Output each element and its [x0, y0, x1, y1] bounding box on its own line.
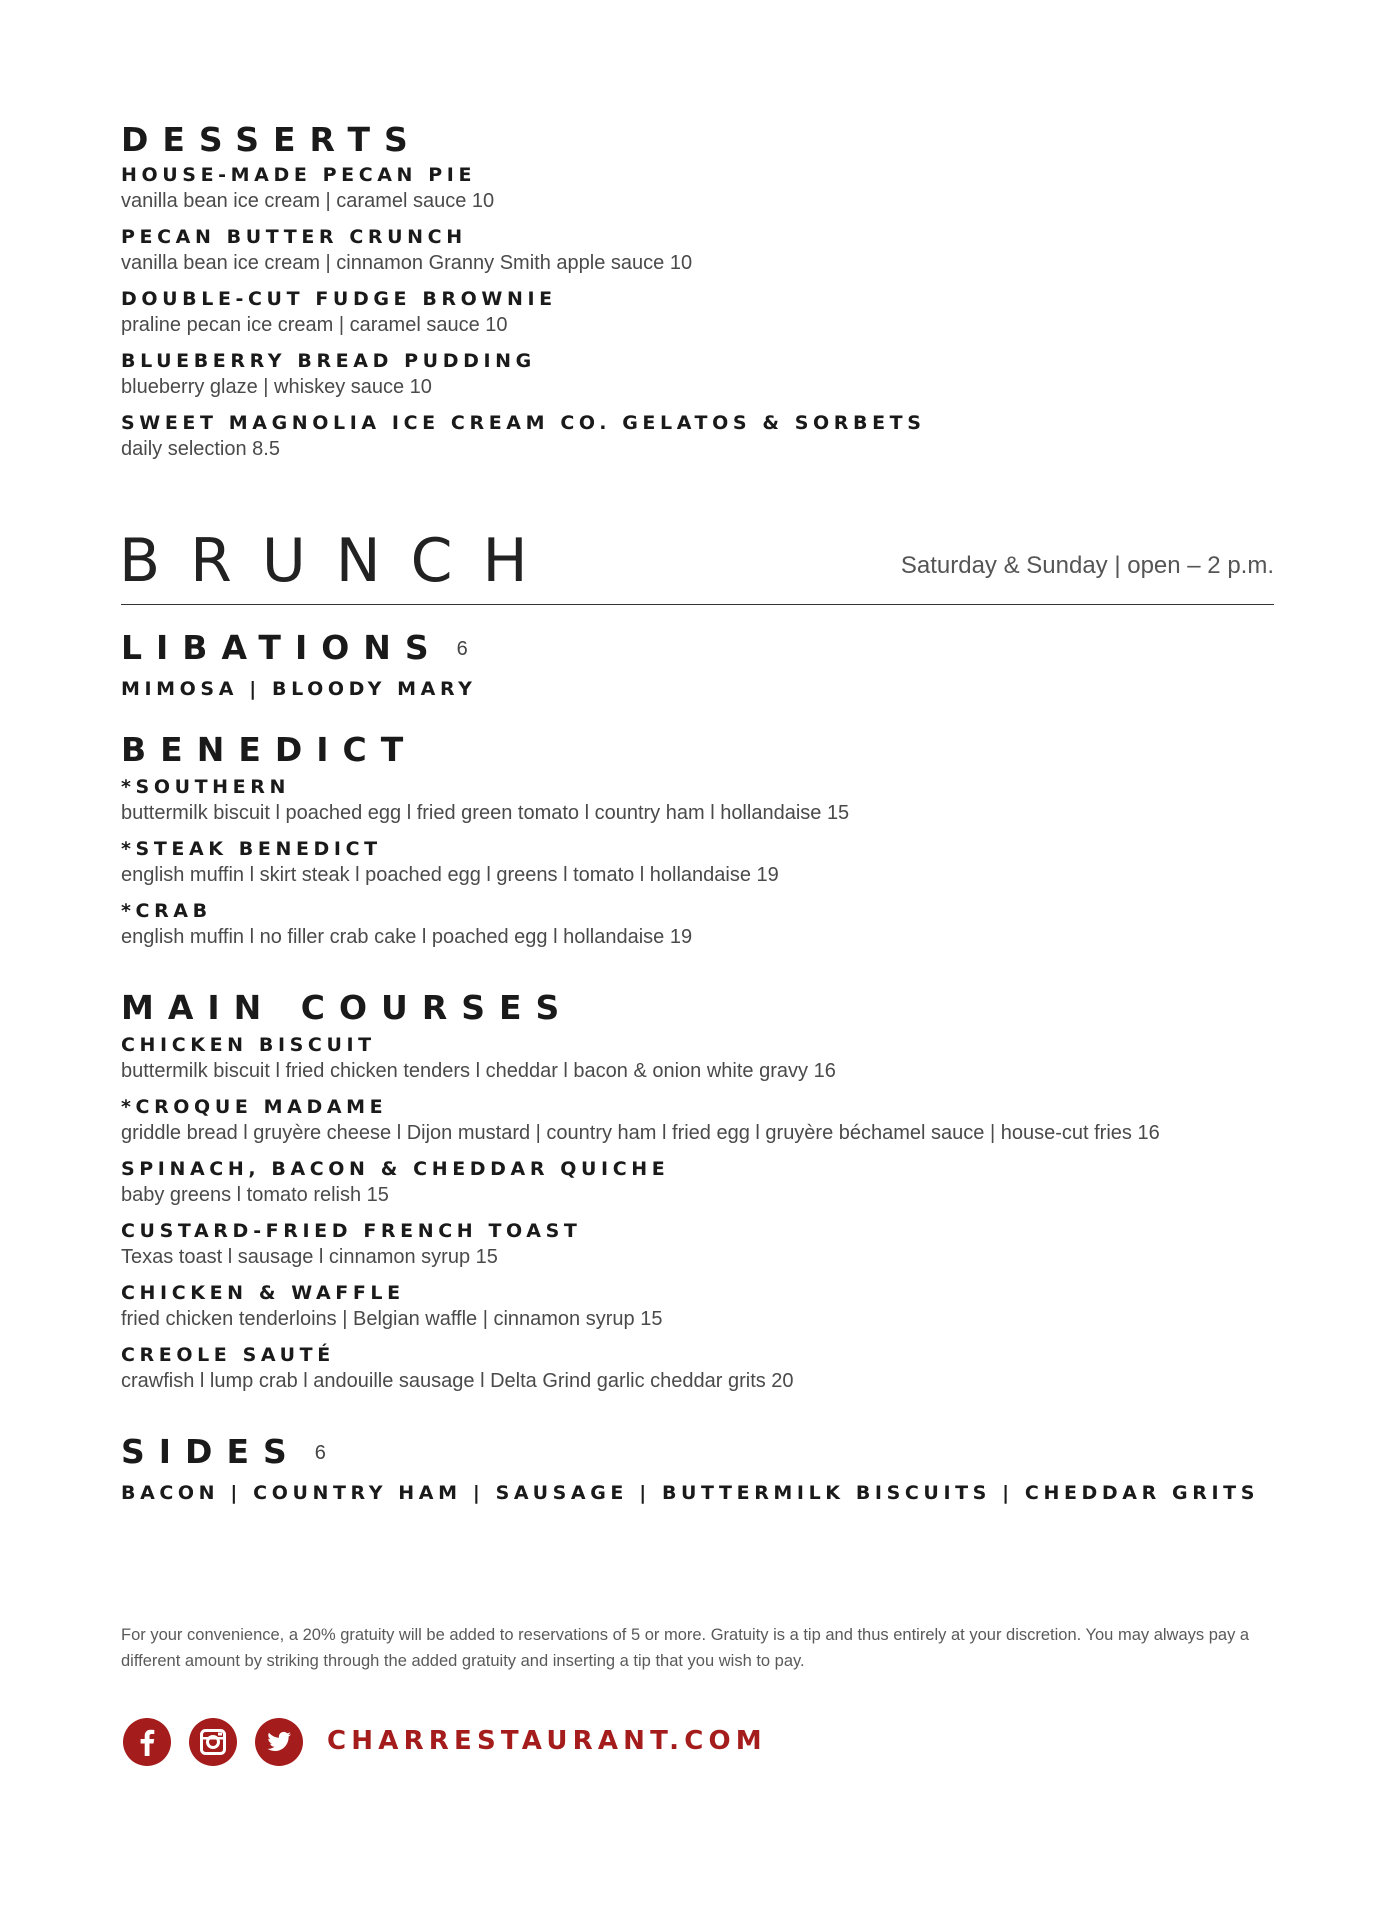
menu-item [121, 224, 926, 276]
item-name: PECAN BUTTER CRUNCH [121, 226, 467, 248]
menu-item [121, 1032, 1160, 1084]
benedict-title: BENEDICT [121, 730, 418, 769]
menu-item [121, 286, 926, 338]
item-name: *SOUTHERN [121, 776, 290, 798]
social-bar [121, 1718, 1121, 1768]
item-name: SPINACH, BACON & CHEDDAR QUICHE [121, 1158, 670, 1180]
desserts-title: DESSERTS [121, 120, 422, 159]
sides-list: BACON | COUNTRY HAM | SAUSAGE | BUTTERMILK BISCUITS | CHEDDAR GRITS [121, 1482, 1259, 1504]
main-courses-title: MAIN COURSES [121, 988, 574, 1027]
benedict-section [121, 730, 849, 950]
item-name: BLUEBERRY BREAD PUDDING [121, 350, 536, 372]
libations-list: MIMOSA | BLOODY MARY [121, 678, 477, 700]
menu-item [121, 348, 926, 400]
menu-item [121, 1342, 1160, 1394]
menu-item [121, 1094, 1160, 1146]
item-description: vanilla bean ice cream | cinnamon Granny Smith apple sauce 10 [121, 252, 693, 274]
item-name: *CROQUE MADAME [121, 1096, 388, 1118]
item-name: HOUSE-MADE PECAN PIE [121, 164, 477, 186]
gratuity-footnote: For your convenience, a 20% gratuity will be added to reservations of 5 or more. Gratuity is a tip and thus entirely at your discretion. You may always pay a different amount by striking through the added gratuity and inserting a tip that you wish to pay. [121, 1626, 1250, 1670]
libations-title: LIBATIONS [121, 628, 443, 667]
item-name: CREOLE SAUTÉ [121, 1344, 335, 1366]
item-description: buttermilk biscuit l poached egg l fried green tomato l country ham l hollandaise 15 [121, 802, 850, 824]
item-description: blueberry glaze | whiskey sauce 10 [121, 376, 432, 398]
item-description: crawfish l lump crab l andouille sausage l Delta Grind garlic cheddar grits 20 [121, 1370, 794, 1392]
menu-item [121, 836, 849, 888]
menu-item [121, 1156, 1160, 1208]
libations-price: 6 [456, 638, 468, 660]
item-description: praline pecan ice cream | caramel sauce 10 [121, 314, 508, 336]
menu-item [121, 1218, 1160, 1270]
item-name: DOUBLE-CUT FUDGE BROWNIE [121, 288, 557, 310]
twitter-icon[interactable] [255, 1718, 303, 1766]
instagram-icon[interactable] [189, 1718, 237, 1766]
item-name: CUSTARD-FRIED FRENCH TOAST [121, 1220, 582, 1242]
menu-item [121, 898, 849, 950]
item-description: english muffin l no filler crab cake l poached egg l hollandaise 19 [121, 926, 693, 948]
main-courses-section [121, 988, 1160, 1394]
desserts-section [121, 120, 926, 462]
libations-heading [121, 628, 477, 669]
item-description: vanilla bean ice cream | caramel sauce 10 [121, 190, 495, 212]
brunch-hours: Saturday & Sunday | open – 2 p.m. [900, 552, 1274, 579]
item-description: english muffin l skirt steak l poached egg l greens l tomato l hollandaise 19 [121, 864, 779, 886]
brunch-header [121, 522, 1274, 605]
menu-item [121, 1280, 1160, 1332]
sides-price: 6 [314, 1442, 326, 1464]
item-description: Texas toast l sausage l cinnamon syrup 15 [121, 1246, 498, 1268]
item-description: baby greens l tomato relish 15 [121, 1184, 389, 1206]
sides-title: SIDES [121, 1432, 301, 1471]
menu-item [121, 774, 849, 826]
item-name: CHICKEN BISCUIT [121, 1034, 376, 1056]
menu-item [121, 410, 926, 462]
facebook-icon[interactable] [123, 1718, 171, 1766]
item-name: CHICKEN & WAFFLE [121, 1282, 405, 1304]
item-description: griddle bread l gruyère cheese l Dijon mustard | country ham l fried egg l gruyère béchamel sauce | house-cut fries 16 [121, 1122, 1160, 1144]
item-name: *CRAB [121, 900, 212, 922]
item-description: buttermilk biscuit l fried chicken tenders l cheddar l bacon & onion white gravy 16 [121, 1060, 836, 1082]
sides-section [121, 1432, 1259, 1507]
website-link[interactable]: CHARRESTAURANT.COM [327, 1726, 767, 1756]
item-name: SWEET MAGNOLIA ICE CREAM CO. GELATOS & SORBETS [121, 412, 926, 434]
sides-heading [121, 1432, 1259, 1473]
menu-item [121, 162, 926, 214]
item-description: daily selection 8.5 [121, 438, 280, 460]
item-name: *STEAK BENEDICT [121, 838, 382, 860]
libations-section [121, 628, 477, 703]
brunch-title: BRUNCH [119, 526, 558, 596]
item-description: fried chicken tenderloins | Belgian waffle | cinnamon syrup 15 [121, 1308, 663, 1330]
